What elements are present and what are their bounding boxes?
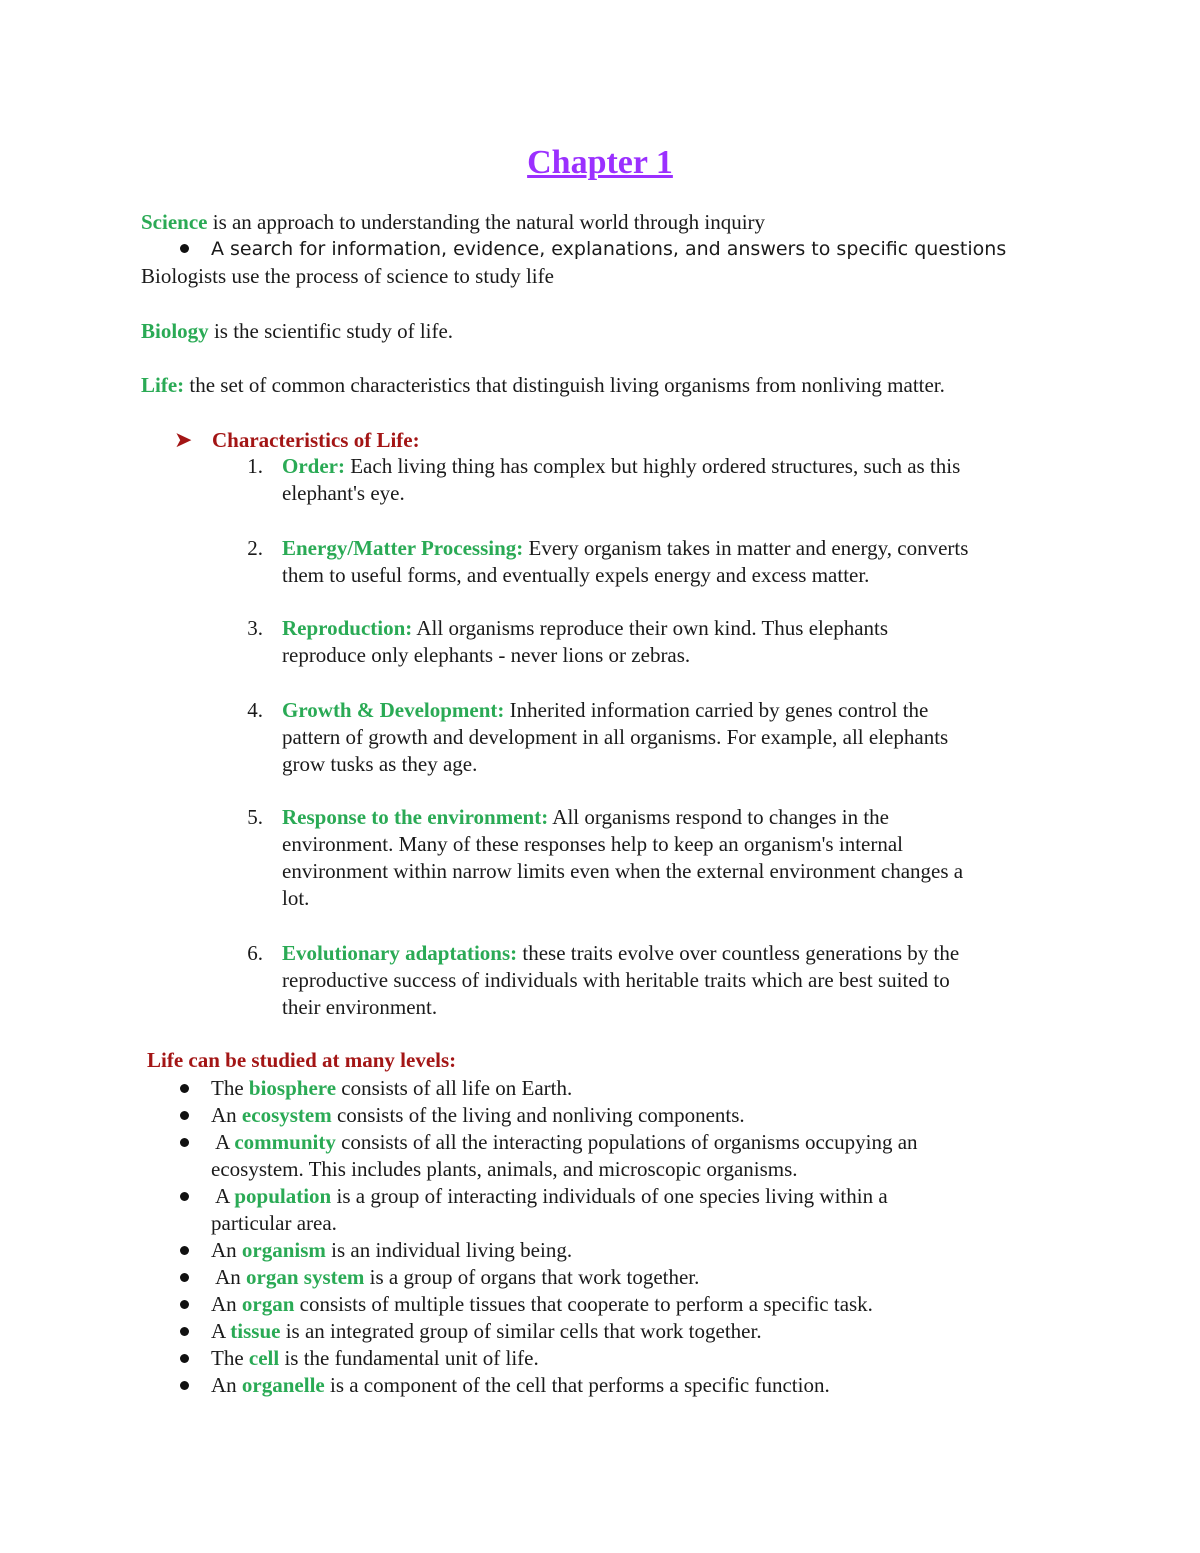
- list-number: 2.: [247, 536, 263, 560]
- level-item: [211, 1291, 873, 1318]
- level-term: organism: [241, 1238, 326, 1262]
- characteristic-term: Order:: [282, 454, 345, 478]
- characteristic-line: [282, 615, 888, 642]
- characteristic-term: Reproduction:: [282, 616, 413, 640]
- level-prefix: The: [211, 1076, 249, 1100]
- level-term: population: [234, 1184, 332, 1208]
- level-prefix: An: [211, 1103, 242, 1127]
- bullet-icon: [180, 1246, 189, 1255]
- level-item: [211, 1237, 572, 1264]
- level-term: organelle: [241, 1373, 325, 1397]
- bullet-icon: [180, 1327, 189, 1336]
- characteristic-text: them to useful forms, and eventually expels energy and excess matter.: [282, 563, 870, 587]
- characteristic-line: [282, 940, 959, 967]
- characteristic-line: [282, 562, 869, 589]
- level-text: is a component of the cell that performs a specific function.: [324, 1373, 830, 1397]
- life-def-text: the set of common characteristics that distinguish living organisms from nonliving matter.: [184, 373, 945, 397]
- characteristic-line: [282, 453, 960, 480]
- bullet-icon: [180, 1192, 189, 1201]
- biology-definition: [141, 318, 453, 345]
- science-bullet-text: A search for information, evidence, explanations, and answers to specific questions: [211, 238, 1007, 260]
- science-definition: [141, 209, 765, 236]
- bullet-icon: [180, 1354, 189, 1363]
- characteristic-line: [282, 804, 889, 831]
- level-item: [211, 1264, 699, 1291]
- characteristic-line: [282, 697, 928, 724]
- level-term: community: [234, 1130, 336, 1154]
- list-number: 6.: [247, 941, 263, 965]
- characteristic-line: [282, 885, 309, 912]
- level-term: cell: [248, 1346, 280, 1370]
- characteristic-line: [282, 751, 477, 778]
- level-text: consists of multiple tissues that cooperate to perform a specific task.: [294, 1292, 873, 1316]
- bullet-icon: [180, 1273, 189, 1282]
- characteristic-text: All organisms reproduce their own kind. Thus elephants: [412, 616, 889, 640]
- bullet-icon: [180, 1381, 189, 1390]
- list-number: 4.: [247, 698, 263, 722]
- list-number: 1.: [247, 454, 263, 478]
- term-life: Life:: [141, 373, 185, 397]
- level-term: organ: [241, 1292, 295, 1316]
- level-prefix: A: [211, 1319, 231, 1343]
- bullet-icon: [180, 244, 189, 253]
- science-after-text: Biologists use the process of science to study life: [141, 264, 554, 288]
- level-item: [211, 1183, 888, 1210]
- characteristic-line: [282, 994, 437, 1021]
- level-prefix: A: [211, 1184, 235, 1208]
- characteristic-line: [282, 535, 968, 562]
- level-term: ecosystem: [241, 1103, 332, 1127]
- characteristic-text: environment. Many of these responses help to keep an organism's internal: [282, 832, 903, 856]
- level-text: is a group of interacting individuals of one species living within a: [331, 1184, 888, 1208]
- level-text: is the fundamental unit of life.: [279, 1346, 539, 1370]
- bullet-icon: [180, 1084, 189, 1093]
- level-prefix: An: [211, 1265, 247, 1289]
- level-term: tissue: [230, 1319, 281, 1343]
- level-prefix: An: [211, 1373, 242, 1397]
- characteristic-text: Inherited information carried by genes control the: [504, 698, 929, 722]
- level-text: consists of all the interacting populations of organisms occupying an: [335, 1130, 918, 1154]
- level-continuation: ecosystem. This includes plants, animals, and microscopic organisms.: [211, 1157, 798, 1181]
- level-text: consists of all life on Earth.: [336, 1076, 573, 1100]
- level-item: [211, 1102, 745, 1129]
- characteristic-text: grow tusks as they age.: [282, 752, 478, 776]
- characteristic-line: [282, 480, 405, 507]
- level-prefix: An: [211, 1292, 242, 1316]
- bullet-icon: [180, 1138, 189, 1147]
- level-continuation: particular area.: [211, 1211, 337, 1235]
- life-definition: [141, 372, 945, 399]
- level-prefix: The: [211, 1346, 249, 1370]
- characteristic-term: Energy/Matter Processing:: [282, 536, 524, 560]
- level-item: [211, 1345, 539, 1372]
- list-number: 5.: [247, 805, 263, 829]
- characteristic-term: Evolutionary adaptations:: [282, 941, 518, 965]
- characteristic-line: [282, 831, 903, 858]
- level-text: is an integrated group of similar cells that work together.: [280, 1319, 762, 1343]
- science-def-text: is an approach to understanding the natural world through inquiry: [207, 210, 766, 234]
- characteristic-text: these traits evolve over countless generations by the: [517, 941, 960, 965]
- term-biology: Biology: [141, 319, 209, 343]
- characteristic-text: their environment.: [282, 995, 438, 1019]
- characteristic-line: [282, 724, 948, 751]
- bullet-icon: [180, 1300, 189, 1309]
- characteristic-text: reproduce only elephants - never lions or zebras.: [282, 643, 691, 667]
- biology-def-text: is the scientific study of life.: [208, 319, 454, 343]
- page-title: Chapter 1: [527, 144, 673, 181]
- characteristic-text: Each living thing has complex but highly ordered structures, such as this: [344, 454, 961, 478]
- bullet-icon: [180, 1111, 189, 1120]
- characteristic-line: [282, 858, 963, 885]
- term-science: Science: [141, 210, 208, 234]
- characteristic-line: [282, 642, 690, 669]
- level-text: is an individual living being.: [325, 1238, 573, 1262]
- characteristic-line: [282, 967, 950, 994]
- characteristic-text: lot.: [282, 886, 310, 910]
- level-item: [211, 1075, 572, 1102]
- level-item: [211, 1372, 830, 1399]
- level-prefix: An: [211, 1238, 242, 1262]
- level-item: [211, 1129, 918, 1156]
- level-prefix: A: [211, 1130, 235, 1154]
- characteristic-text: pattern of growth and development in all organisms. For example, all elephants: [282, 725, 949, 749]
- characteristic-text: elephant's eye.: [282, 481, 405, 505]
- level-term: biosphere: [248, 1076, 337, 1100]
- characteristic-text: environment within narrow limits even when the external environment changes a: [282, 859, 964, 883]
- level-item: [211, 1318, 762, 1345]
- characteristic-text: reproductive success of individuals with heritable traits which are best suited to: [282, 968, 950, 992]
- characteristics-heading: Characteristics of Life:: [212, 428, 420, 452]
- characteristic-text: All organisms respond to changes in the: [548, 805, 890, 829]
- arrow-bullet-icon: ➤: [174, 427, 193, 452]
- level-text: is a group of organs that work together.: [364, 1265, 700, 1289]
- characteristic-term: Growth & Development:: [282, 698, 505, 722]
- characteristic-text: Every organism takes in matter and energy, converts: [523, 536, 969, 560]
- characteristic-term: Response to the environment:: [282, 805, 549, 829]
- list-number: 3.: [247, 616, 263, 640]
- level-text: consists of the living and nonliving components.: [331, 1103, 745, 1127]
- level-term: organ system: [246, 1265, 365, 1289]
- levels-heading: Life can be studied at many levels:: [147, 1048, 457, 1072]
